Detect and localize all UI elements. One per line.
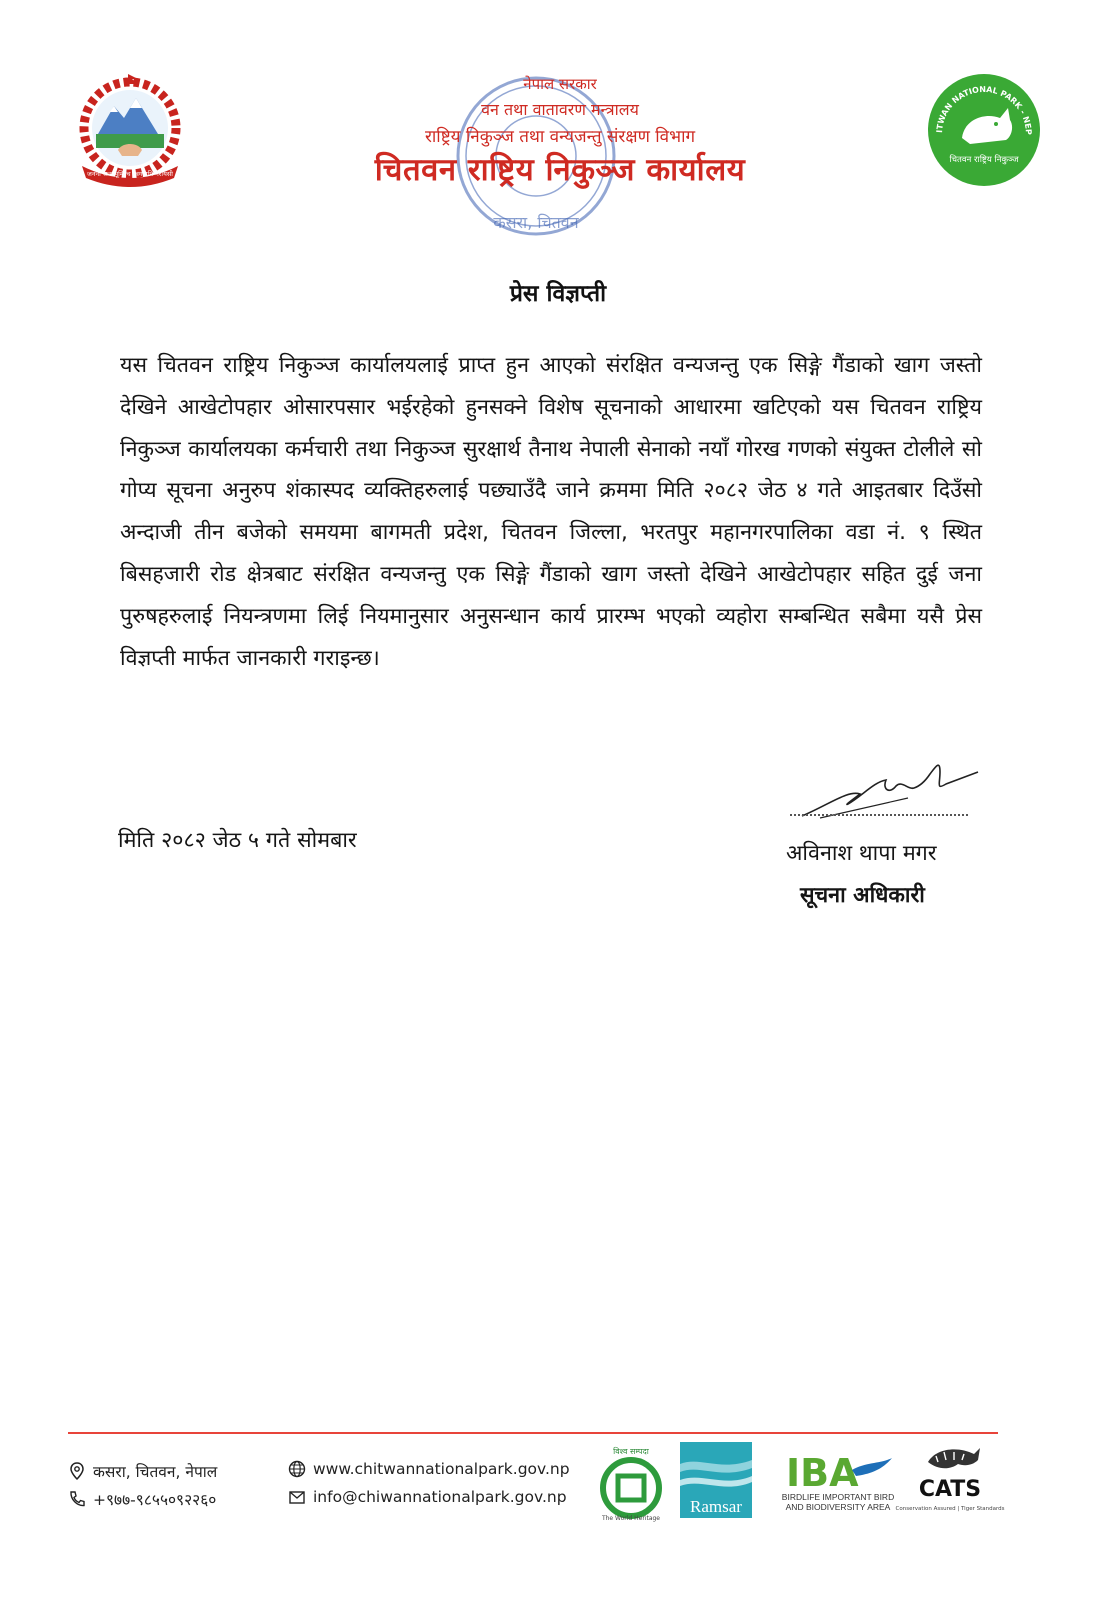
header-office-name: चितवन राष्ट्रिय निकुञ्ज कार्यालय [374, 152, 746, 188]
press-release-body: यस चितवन राष्ट्रिय निकुञ्ज कार्यालयलाई प्राप्त हुन आएको संरक्षित वन्यजन्तु एक सिङ्गे गैंडाको खाग जस्तो देखिने आखेटोपहार ओसारपसार भईरहेको हुनसक्ने विशेष सूचनाको आधारमा खटिएको यस चितवन राष्ट्रिय निकुञ्ज कार्यालयका कर्मचारी तथा निकुञ्ज सुरक्षार्थ तैनाथ नेपाली सेनाको नयाँ गोरख गणको संयुक्त टोलीले सो गोप्य सूचना अनुरुप शंकास्पद व्यक्तिहरुलाई पछ्याउँदै जाने क्रममा मिति २०८२ जेठ ४ गते आइतबार दिउँसो अन्दाजी तीन बजेको समयमा बागमती प्रदेश, चितवन जिल्ला, भरतपुर महानगरपालिका वडा नं. ९ स्थित बिसहजारी रोड क्षेत्रबाट संरक्षित वन्यजन्तु एक सिङ्गे गैंडाको खाग जस्तो देखिने आखेटोपहार सहित दुई जना पुरुषहरुलाई नियन्त्रणमा लिई नियमानुसार अनुसन्धान कार्य प्रारम्भ भएको व्यहोरा सम्बन्धित सबैमा यसै प्रेस विज्ञप्ती मार्फत जानकारी गराइन्छ। [120, 353, 982, 671]
page-title: प्रेस विज्ञप्ती [509, 281, 607, 307]
signatory-title: सूचना अधिकारी [800, 883, 925, 908]
footer-email[interactable] [288, 1488, 567, 1506]
seal-text: कसरा, चितवन [493, 213, 579, 232]
world-heritage-logo [596, 1446, 666, 1522]
emblem-motto: जननी जन्मभूमिश्च स्वर्गादपि गरीयसी [87, 170, 173, 178]
footer-website-text[interactable]: www.chitwannationalpark.gov.np [313, 1460, 570, 1478]
chitwan-park-logo [926, 72, 1042, 188]
signature-line [790, 814, 968, 816]
park-logo-ring-text: ITWAN NATIONAL PARK - NEP [934, 84, 1034, 135]
cats-caption: Conservation Assured | Tiger Standards [895, 1506, 1005, 1512]
iba-caption-2: AND BIODIVERSITY AREA [785, 1502, 891, 1512]
email-icon [288, 1488, 306, 1506]
wh-caption: The World Heritage [601, 1515, 661, 1522]
footer-email-text[interactable]: info@chiwannationalpark.gov.np [313, 1488, 567, 1506]
footer-address [68, 1460, 217, 1482]
location-pin-icon [68, 1462, 86, 1480]
ramsar-label: Ramsar [690, 1497, 742, 1516]
cats-label: CATS [918, 1477, 982, 1502]
cats-logo [895, 1440, 1005, 1520]
footer-phone [68, 1488, 216, 1510]
park-logo-caption: चितवन राष्ट्रिय निकुञ्ज [949, 155, 1019, 165]
footer-website[interactable] [288, 1460, 570, 1478]
wh-label: विश्व सम्पदा [613, 1447, 649, 1456]
globe-icon [288, 1460, 306, 1478]
signature-image [790, 760, 982, 822]
footer-phone-text: +९७७-९८५५०९२२६० [93, 1491, 217, 1509]
nepal-emblem-logo [62, 72, 198, 192]
header-department: राष्ट्रिय निकुञ्ज तथा वन्यजन्तु संरक्षण विभाग [424, 127, 696, 147]
iba-label: IBA [786, 1451, 859, 1495]
release-date: मिति २०८२ जेठ ५ गते सोमबार [118, 828, 357, 853]
header-government: नेपाल सरकार [523, 75, 597, 93]
ramsar-logo [680, 1442, 752, 1518]
iba-logo [770, 1448, 906, 1514]
signatory-name: अविनाश थापा मगर [786, 841, 937, 866]
footer-divider [68, 1432, 998, 1434]
footer-address-text: कसरा, चितवन, नेपाल [93, 1463, 218, 1481]
iba-caption-1: BIRDLIFE IMPORTANT BIRD [781, 1492, 895, 1502]
header-ministry: वन तथा वातावरण मन्त्रालय [481, 100, 639, 119]
phone-icon [68, 1490, 86, 1508]
